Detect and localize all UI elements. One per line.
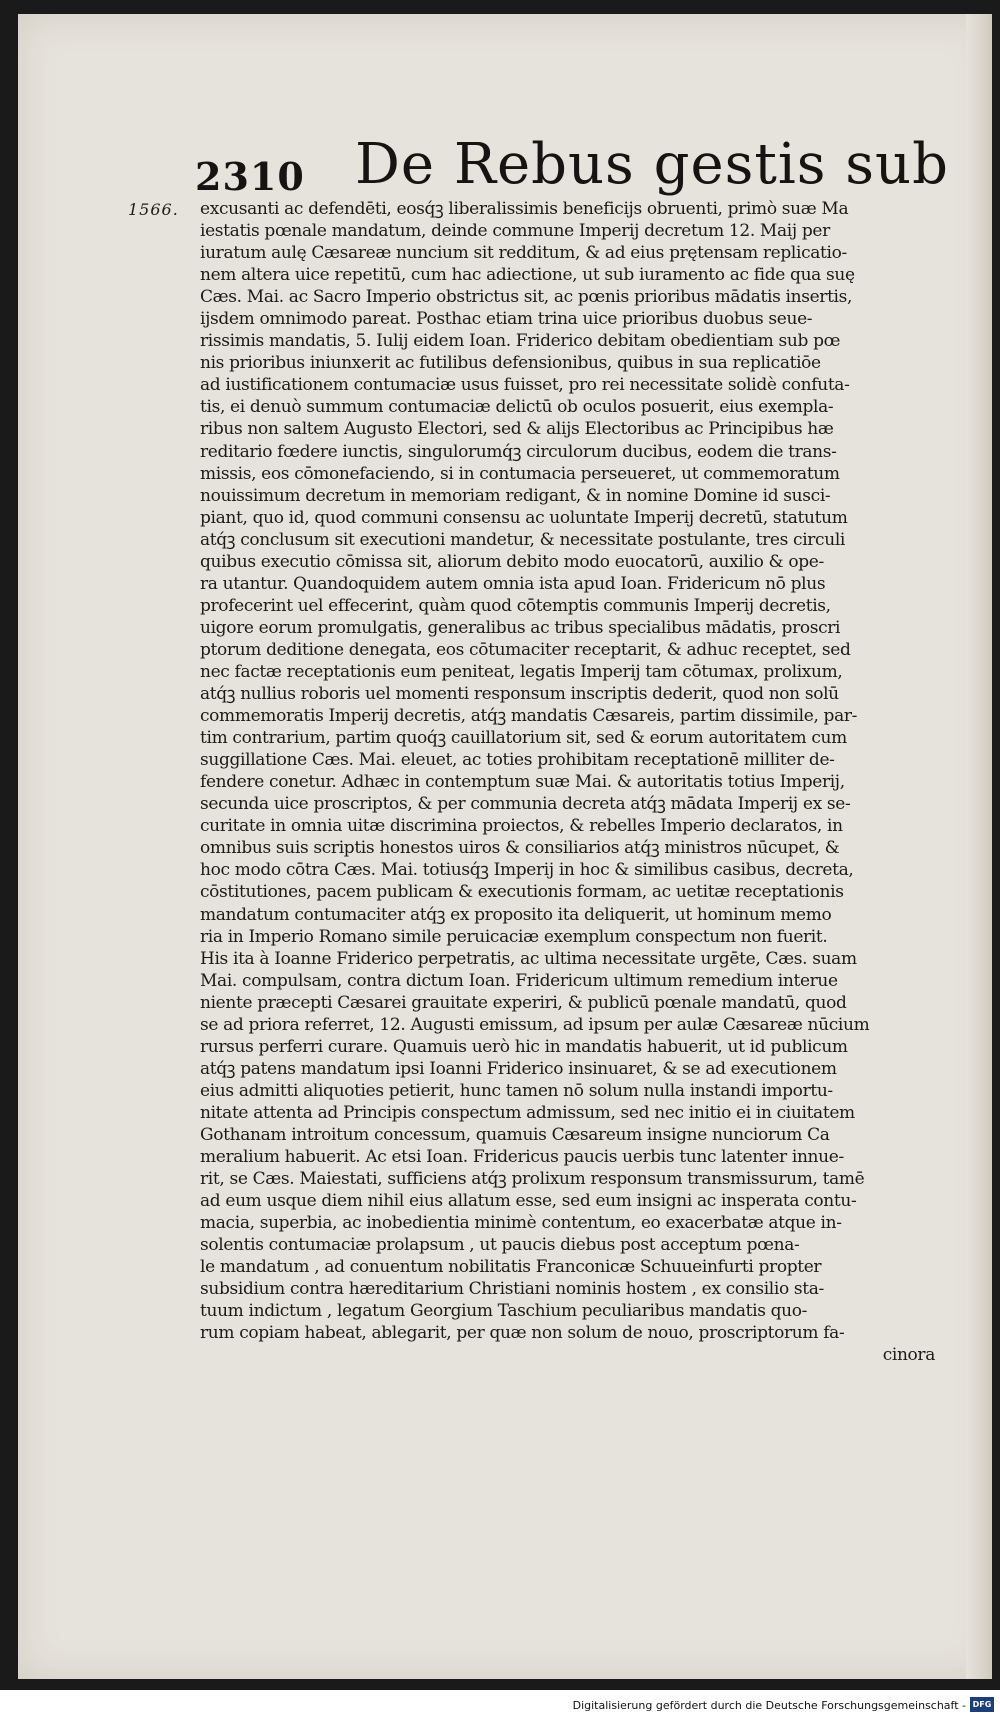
text-line: reditario fœdere iunctis, singulorumq́ꝫ circulorum ducibus, eodem die trans- — [200, 441, 837, 462]
running-title: De Rebus gestis sub — [355, 132, 949, 197]
text-line: nis prioribus iniunxerit ac futilibus defensionibus, quibus in sua replicatiōe — [200, 353, 821, 374]
text-line: uigore eorum promulgatis, generalibus ac tribus specialibus mādatis, proscri — [200, 617, 841, 638]
text-line: niente præcepti Cæsarei grauitate experiri, & publicū pœnale mandatū, quod — [200, 992, 847, 1013]
footer-bar — [0, 1690, 1000, 1722]
text-line: hoc modo cōtra Cæs. Mai. totiusq́ꝫ Imperij in hoc & similibus casibus, decreta, — [200, 860, 854, 881]
text-line: suggillatione Cæs. Mai. eleuet, ac toties prohibitam receptationē milliter de- — [200, 750, 835, 771]
text-line: tis, ei denuò summum contumaciæ delictū ob oculos posuerit, eius exempla- — [200, 397, 834, 418]
text-line: rit, se Cæs. Maiestati, sufficiens atq́ꝫ prolixum responsum transmissurum, tamē — [200, 1169, 865, 1190]
text-line: se ad priora referret, 12. Augusti emissum, ad ipsum per aulæ Cæsareæ nūcium — [200, 1014, 870, 1035]
text-line: rum copiam habeat, ablegarit, per quæ non solum de nouo, proscriptorum fa- — [200, 1323, 845, 1344]
text-line: secunda uice proscriptos, & per communia decreta atq́ꝫ mādata Imperij ex se- — [200, 794, 851, 815]
text-line: eius admitti aliquoties petierit, hunc tamen nō solum nulla instandi importu- — [200, 1080, 833, 1101]
body-text — [200, 198, 960, 1366]
text-line: tim contrarium, partim quoq́ꝫ cauillatorium sit, sed & eorum autoritatem cum — [200, 728, 847, 749]
text-line: Cæs. Mai. ac Sacro Imperio obstrictus sit, ac pœnis prioribus mādatis insertis, — [200, 287, 853, 308]
text-line: atq́ꝫ patens mandatum ipsi Ioanni Friderico insinuaret, & se ad executionem — [200, 1058, 837, 1079]
text-line: solentis contumaciæ prolapsum , ut paucis diebus post acceptum pœna- — [200, 1235, 800, 1256]
text-line: nec factæ receptationis eum peniteat, legatis Imperij tam cōtumax, prolixum, — [200, 661, 843, 682]
text-line: ribus non saltem Augusto Electori, sed & alijs Electoribus ac Principibus hæ — [200, 419, 834, 440]
margin-year-note: 1566. — [128, 200, 179, 219]
text-line: nitate attenta ad Principis conspectum admissum, sed nec initio ei in ciuitatem — [200, 1102, 855, 1123]
text-line: Gothanam introitum concessum, quamuis Cæsareum insigne nunciorum Ca — [200, 1124, 830, 1145]
text-line: meralium habuerit. Ac etsi Ioan. Fridericus paucis uerbis tunc latenter innue- — [200, 1147, 844, 1168]
text-line: mandatum contumaciter atq́ꝫ ex proposito ita deliquerit, ut hominum memo — [200, 904, 832, 925]
funding-notice: Digitalisierung gefördert durch die Deutsche Forschungsgemeinschaft - — [572, 1699, 966, 1712]
page-number: 2310 — [195, 154, 305, 199]
text-line: subsidium contra hæreditarium Christiani nominis hostem , ex consilio sta- — [200, 1279, 824, 1300]
text-line: ad iustificationem contumaciæ usus fuisset, pro rei necessitate solidè confuta- — [200, 375, 850, 396]
text-line: commemoratis Imperij decretis, atq́ꝫ mandatis Cæsareis, partim dissimile, par- — [200, 706, 858, 727]
text-line: piant, quo id, quod communi consensu ac uoluntate Imperij decretū, statutum — [200, 507, 848, 528]
text-line: le mandatum , ad conuentum nobilitatis Franconicæ Schuueinfurti propter — [200, 1257, 822, 1278]
text-line: cōstitutiones, pacem publicam & executionis formam, ac uetitæ receptationis — [200, 882, 844, 903]
text-line: fendere conetur. Adhæc in contemptum suæ Mai. & autoritatis totius Imperij, — [200, 772, 845, 793]
text-line: ad eum usque diem nihil eius allatum esse, sed eum insigni ac insperata contu- — [200, 1191, 857, 1212]
text-line: Mai. compulsam, contra dictum Ioan. Fridericum ultimum remedium interue — [200, 970, 838, 991]
text-line: excusanti ac defendēti, eosq́ꝫ liberalissimis beneficijs obruenti, primò suæ Ma — [200, 199, 849, 219]
text-line: omnibus suis scriptis honestos uiros & consiliarios atq́ꝫ ministros nūcupet, & — [200, 838, 840, 859]
text-line: macia, superbia, ac inobedientia minimè contentum, eo exacerbatæ atque in- — [200, 1213, 842, 1234]
text-line: tuum indictum , legatum Georgium Taschium peculiaribus mandatis quo- — [200, 1301, 808, 1322]
text-line: ijsdem omnimodo pareat. Posthac etiam trina uice prioribus duobus seue- — [200, 309, 813, 330]
text-line: iuratum aulę Cæsareæ nuncium sit redditum, & ad eius prętensam replicatio- — [200, 243, 847, 264]
catchword: cinora — [882, 1345, 935, 1366]
text-line: ra utantur. Quandoquidem autem omnia ista apud Ioan. Fridericum nō plus — [200, 573, 826, 594]
text-line: missis, eos cōmonefaciendo, si in contumacia perseueret, ut commemoratum — [200, 463, 840, 484]
text-line: ptorum deditione denegata, eos cōtumaciter receptarit, & adhuc receptet, sed — [200, 639, 851, 660]
text-line: atq́ꝫ conclusum sit executioni mandetur, & necessitate postulante, tres circuli — [200, 529, 846, 550]
text-line: rursus perferri curare. Quamuis uerò hic in mandatis habuerit, ut id publicum — [200, 1036, 848, 1057]
text-line: iestatis pœnale mandatum, deinde commune Imperij decretum 12. Maij per — [200, 221, 830, 242]
text-line: His ita à Ioanne Friderico perpetratis, ac ultima necessitate urgēte, Cæs. suam — [200, 948, 857, 969]
text-line: ria in Imperio Romano simile peruicaciæ exemplum conspectum non fuerit. — [200, 926, 828, 947]
text-line: curitate in omnia uitæ discrimina proiectos, & rebelles Imperio declaratos, in — [200, 816, 843, 837]
text-line: profecerint uel effecerint, quàm quod cōtemptis communis Imperij decretis, — [200, 595, 831, 616]
text-line: rissimis mandatis, 5. Iulij eidem Ioan. Friderico debitam obedientiam sub pœ — [200, 331, 841, 352]
text-line: nem altera uice repetitū, cum hac adiectione, ut sub iuramento ac fide qua suę — [200, 265, 855, 286]
page-edge — [966, 14, 992, 1679]
text-line: nouissimum decretum in memoriam redigant, & in nomine Domine id susci- — [200, 485, 831, 506]
dfg-logo: DFG — [970, 1697, 994, 1712]
text-line: quibus executio cōmissa sit, aliorum debito modo euocatorū, auxilio & ope- — [200, 551, 824, 572]
text-line: atq́ꝫ nullius roboris uel momenti responsum inscriptis dederit, quod non solū — [200, 684, 839, 705]
page-header — [195, 132, 949, 202]
